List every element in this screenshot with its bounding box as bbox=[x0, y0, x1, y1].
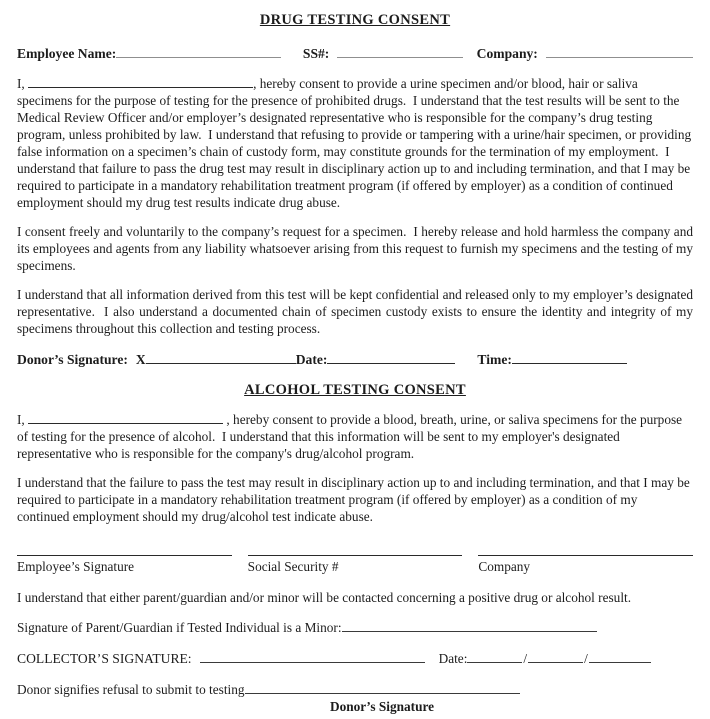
ssn-label: SS#: bbox=[302, 46, 330, 61]
donor-name-blank bbox=[28, 74, 253, 88]
donor-name-blank bbox=[28, 410, 223, 424]
consent-prefix: I, bbox=[17, 412, 29, 427]
employee-signature-line bbox=[17, 543, 232, 556]
collector-signature-blank bbox=[200, 649, 425, 663]
date-label: Date: bbox=[295, 352, 328, 367]
alcohol-disciplinary-paragraph: I understand that the failure to pass the test may result in disciplinary action up to and including termination, and that I may be required to participate in a mandatory rehabilitation treatment program (if offered by employer) as a condition of my continued employment should my drug/alcohol test indicate abuse. bbox=[17, 475, 694, 524]
confidentiality-paragraph: I understand that all information derived from this test will be kept confidential and released only to my employer’s designated representative. I also understand a documented chain of specimen custody exists to ensure the identity and integrity of my specimens throughout this collection and testing process. bbox=[17, 287, 697, 336]
time-label: Time: bbox=[477, 352, 512, 367]
drug-section-title: DRUG TESTING CONSENT bbox=[259, 12, 451, 28]
company-label: Company: bbox=[476, 46, 538, 61]
minor-guardian-label: Signature of Parent/Guardian if Tested Individual is a Minor: bbox=[17, 620, 342, 635]
employee-name-blank bbox=[116, 44, 281, 58]
collector-date-label: Date: bbox=[438, 651, 468, 666]
minor-guardian-signature-row bbox=[17, 618, 693, 637]
refusal-section bbox=[17, 680, 693, 715]
employee-signature-label: Employee’s Signature bbox=[17, 559, 135, 574]
guardian-contact-note: I understand that either parent/guardian and/or minor will be contacted concerning a positive drug or alcohol result. bbox=[17, 590, 632, 605]
minor-guardian-blank bbox=[342, 618, 597, 632]
social-security-label: Social Security # bbox=[247, 559, 339, 574]
donor-signature-label: Donor’s Signature: bbox=[17, 352, 128, 367]
date-day-blank bbox=[528, 649, 583, 663]
employee-info-row bbox=[17, 44, 693, 63]
date-separator: / bbox=[523, 651, 528, 666]
date-separator: / bbox=[584, 651, 588, 666]
signature-x-mark: X bbox=[135, 352, 146, 367]
release-paragraph: I consent freely and voluntarily to the company’s request for a specimen. I hereby release and hold harmless the company and its employees and agents from any liability whatsoever arising from this request to furnish my specimens and the testing of my specimens. bbox=[17, 224, 697, 273]
time-blank bbox=[512, 350, 627, 364]
social-security-line bbox=[248, 543, 463, 556]
social-security-field bbox=[248, 543, 463, 575]
employee-signature-field bbox=[17, 543, 232, 575]
refusal-signature-caption: Donor’s Signature bbox=[329, 699, 435, 714]
signature-fields-row bbox=[17, 543, 693, 575]
donor-signature-blank bbox=[146, 350, 296, 364]
employee-name-label: Employee Name: bbox=[17, 46, 117, 61]
alcohol-consent-paragraph bbox=[17, 410, 693, 462]
refusal-signature-blank bbox=[245, 680, 520, 694]
consent-body-text: , hereby consent to provide a blood, breath, urine, or saliva specimens for the purpose of testing for the presence of alcohol. I understand that this information will be sent to my employer's designated representative who is responsible for the company's drug/alcohol program. bbox=[17, 412, 686, 461]
collector-signature-row bbox=[17, 649, 693, 668]
collector-signature-label: COLLECTOR’S SIGNATURE: bbox=[17, 651, 192, 666]
consent-prefix: I, bbox=[17, 76, 29, 91]
date-blank bbox=[327, 350, 455, 364]
alcohol-section-title: ALCOHOL TESTING CONSENT bbox=[244, 382, 466, 398]
donor-signature-row bbox=[17, 350, 693, 369]
refusal-label: Donor signifies refusal to submit to testing bbox=[17, 682, 245, 697]
consent-body-text: , hereby consent to provide a urine specimen and/or blood, hair or saliva specimens for the purpose of testing for the presence of prohibited drugs. I understand that the test results will be sent to the Medical Review Officer and/or employer’s designated representative who is responsible for the company’s drug testing program, unless prohibited by law. I understand that refusing to provide or tampering with a urine/hair specimen, or providing false information on a specimen’s chain of custody form, may constitute grounds for the termination of my employment. I understand that failure to pass the drug test may result in disciplinary action up to and including termination, and that I may be required to participate in a mandatory rehabilitation treatment program (if offered by employer) as a condition of continued employment should my drug test results indicate drug abuse. bbox=[17, 76, 695, 210]
company-line bbox=[478, 543, 693, 556]
company-label: Company bbox=[478, 559, 531, 574]
ssn-blank bbox=[337, 44, 463, 58]
date-month-blank bbox=[467, 649, 522, 663]
company-blank bbox=[546, 44, 693, 58]
company-signature-field bbox=[478, 543, 693, 575]
date-year-blank bbox=[589, 649, 651, 663]
drug-consent-paragraph bbox=[17, 74, 693, 211]
